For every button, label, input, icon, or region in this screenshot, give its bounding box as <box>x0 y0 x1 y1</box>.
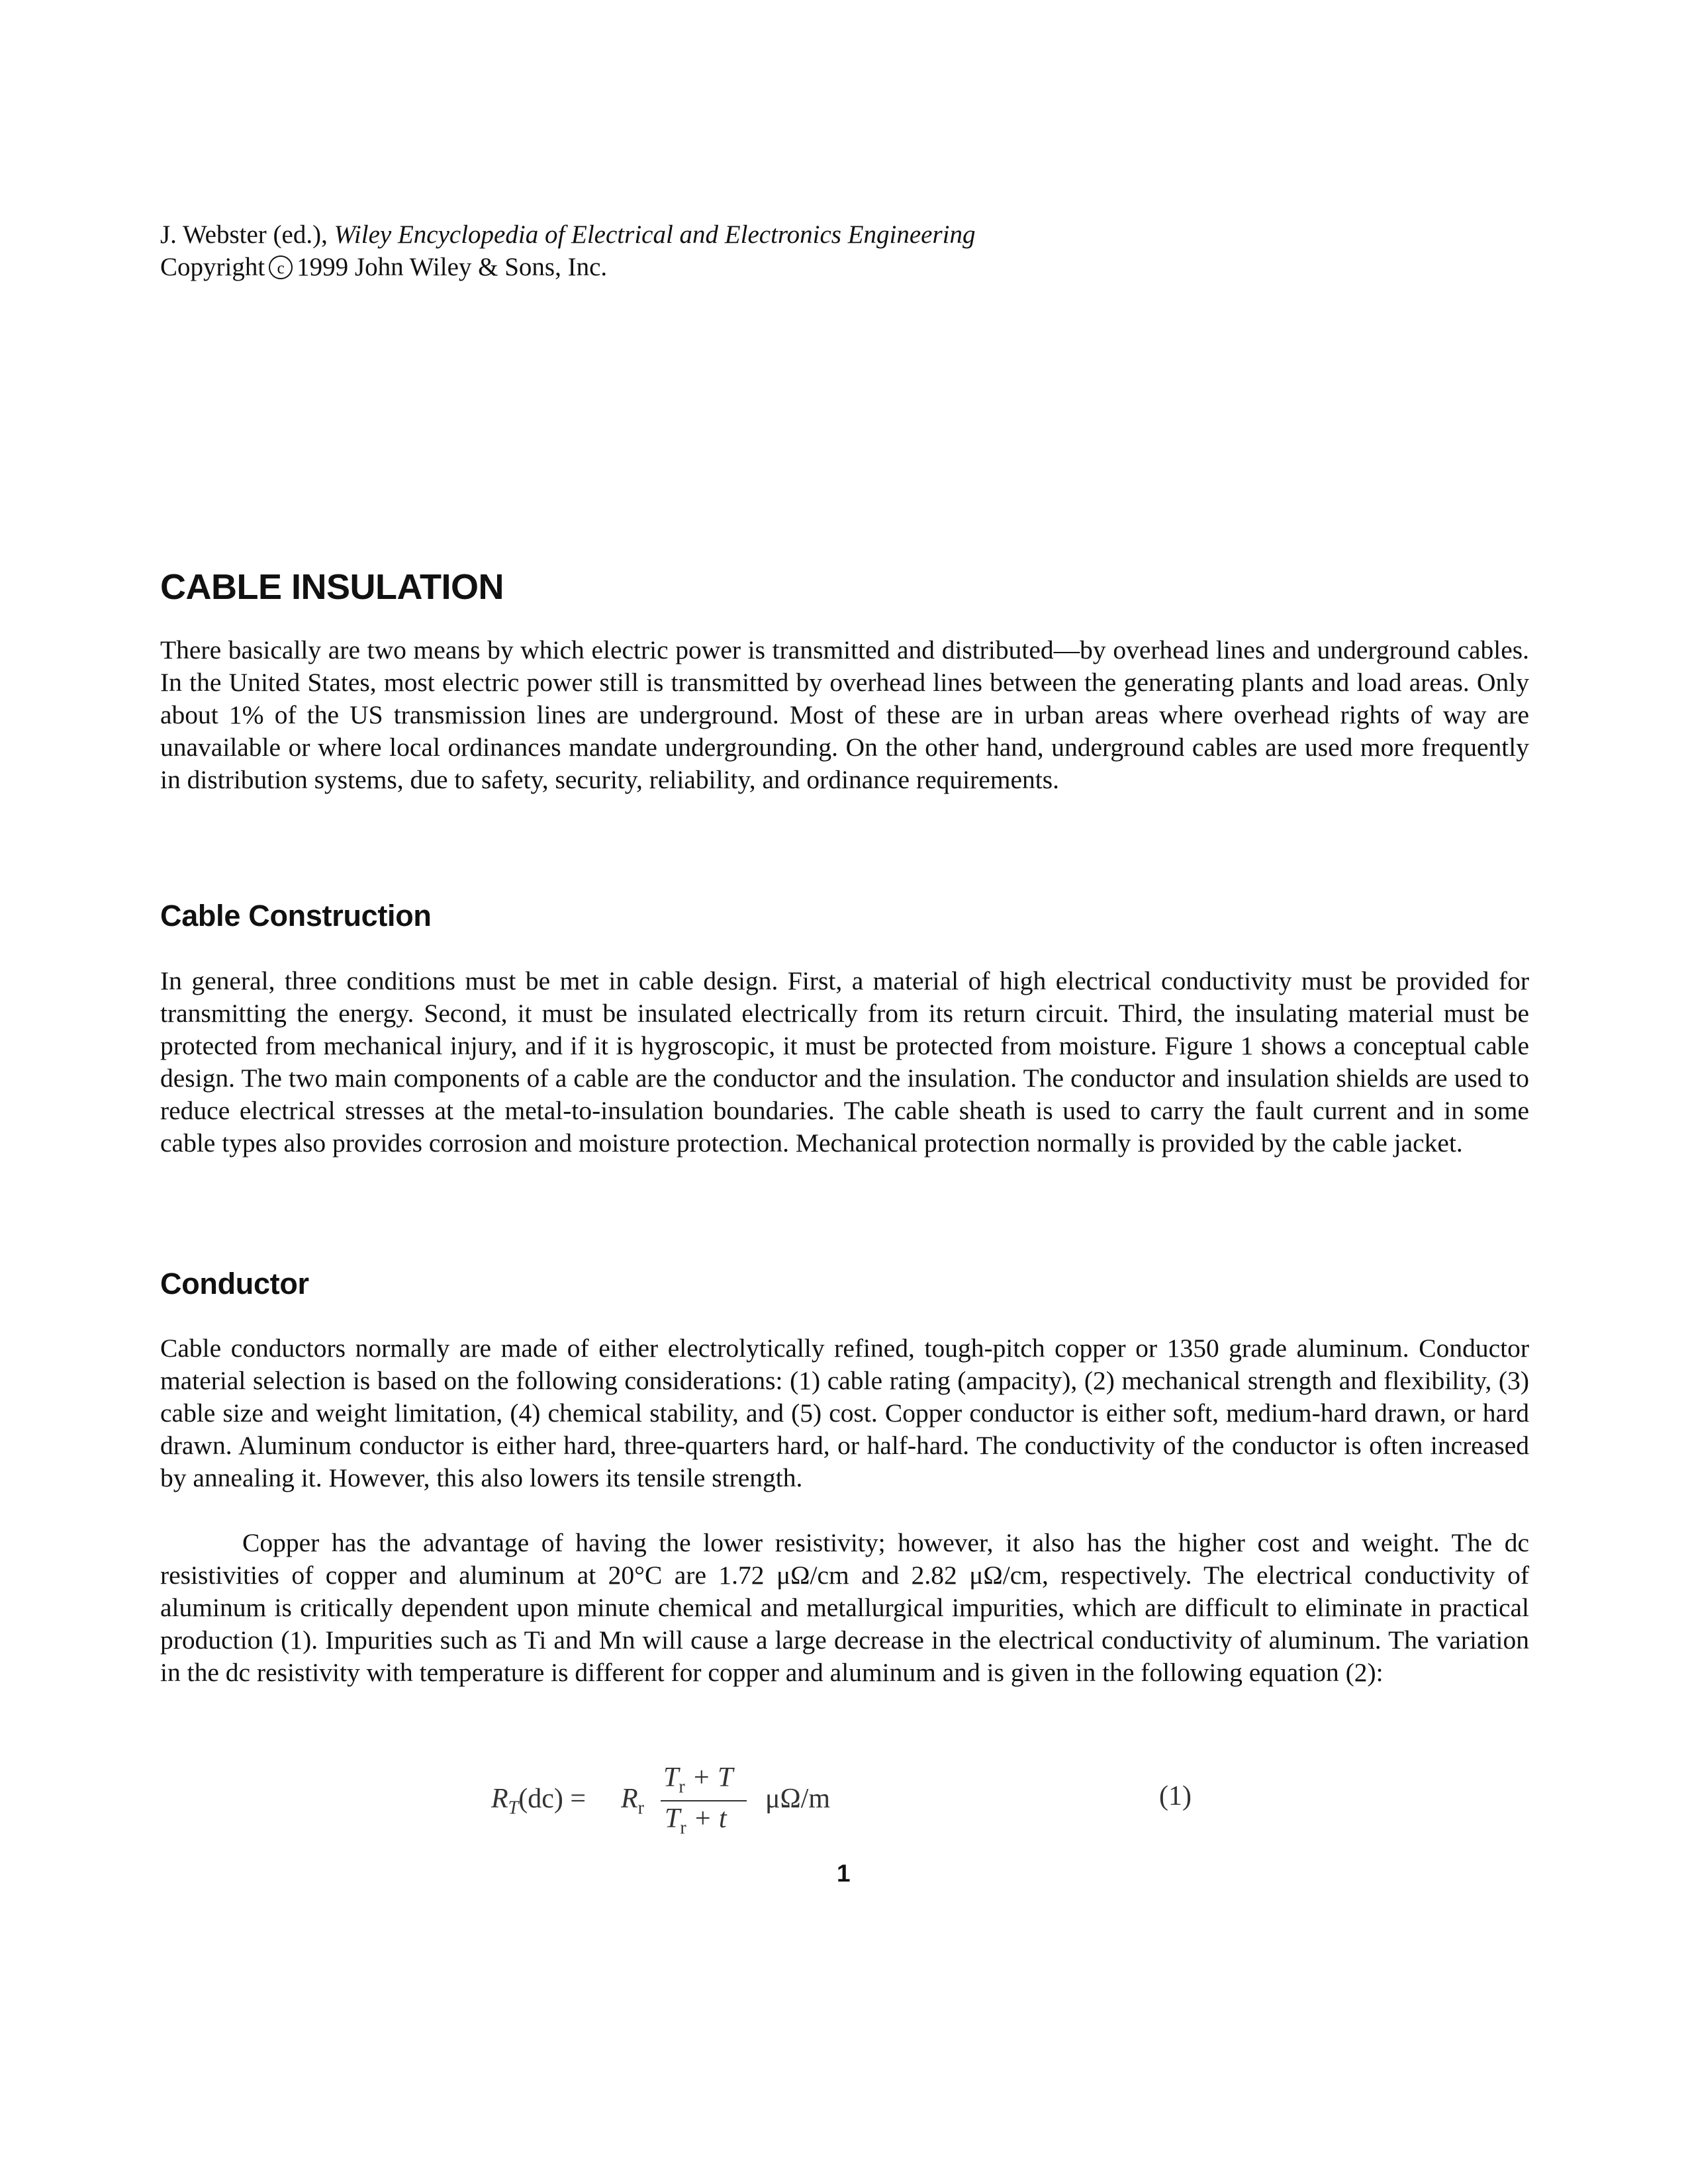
editor-text: J. Webster (ed.), <box>160 220 334 249</box>
intro-paragraph: There basically are two means by which electric power is transmitted and distributed—by overhead lines and underground cables. In the United States, most electric power still is transmitted by overhead lines between the generating plants and load areas. Only about 1% of the US transmission lines are underground. Most of these are in urban areas where overhead rights of way are unavailable or where local ordinances mandate undergrounding. On the other hand, underground cables are used more frequently in distribution systems, due to safety, security, reliability, and ordinance requirements. <box>160 635 1529 794</box>
equation-coefficient: $R_r$ <box>621 1784 644 1819</box>
citation-line <box>160 218 976 251</box>
section-heading-cable-construction: Cable Construction <box>160 899 432 933</box>
conductor-paragraph-2: Copper has the advantage of having the lower resistivity; however, it also has the higher cost and weight. The dc resistivities of copper and aluminum at 20°C are 1.72 μΩ/cm and 2.82 μΩ/cm, respectively. The electrical conductivity of aluminum is critically dependent upon minute chemical and metallurgical impurities, which are difficult to eliminate in practical production (1). Impurities such as Ti and Mn will cause a large decrease in the electrical conductivity of aluminum. The variation in the dc resistivity with temperature is different for copper and aluminum and is given in the following equation (2): <box>160 1528 1529 1687</box>
copyright-line <box>160 251 976 283</box>
section-heading-conductor: Conductor <box>160 1267 309 1300</box>
copyright-icon: c <box>269 255 293 279</box>
cable-construction-paragraph: In general, three conditions must be met in cable design. First, a material of high electrical conductivity must be provided for transmitting the energy. Second, it must be insulated electrically from its return circuit. Third, the insulating material must be protected from mechanical injury, and if it is hygroscopic, it must be protected from moisture. Figure 1 shows a conceptual cable design. The two main components of a cable are the conductor and the insulation. The conductor and insulation shields are used to reduce electrical stresses at the metal-to-insulation boundaries. The cable sheath is used to carry the fault current and in some cable types also provides corrosion and moisture protection. Mechanical protection normally is provided by the cable jacket. <box>160 966 1529 1158</box>
equation-lhs: $R_T(dc)$ = <box>491 1784 586 1819</box>
equation-unit: μΩ/m <box>765 1784 831 1814</box>
source-citation <box>160 218 976 283</box>
page-number: 1 <box>837 1860 851 1887</box>
equation-number: (1) <box>1159 1781 1192 1811</box>
fraction-bar <box>661 1800 747 1801</box>
publication-title: Wiley Encyclopedia of Electrical and Electronics Engineering <box>334 220 976 249</box>
conductor-paragraph-1: Cable conductors normally are made of either electrolytically refined, tough-pitch copper or 1350 grade aluminum. Conductor material selection is based on the following considerations: (1) cable rating (ampacity), (2) mechanical strength and flexibility, (3) cable size and weight limitation, (4) chemical stability, and (5) cost. Copper conductor is either soft, medium-hard drawn, or hard drawn. Aluminum conductor is either hard, three-quarters hard, or half-hard. The conductivity of the conductor is often increased by annealing it. However, this also lowers its tensile strength. <box>160 1334 1529 1492</box>
equation-numerator: $T_r + T$ <box>663 1762 733 1797</box>
article-title: CABLE INSULATION <box>160 567 504 607</box>
copyright-label: Copyright <box>160 253 265 281</box>
equation-denominator: $T_r + t$ <box>665 1803 727 1839</box>
copyright-holder: 1999 John Wiley & Sons, Inc. <box>297 253 608 281</box>
